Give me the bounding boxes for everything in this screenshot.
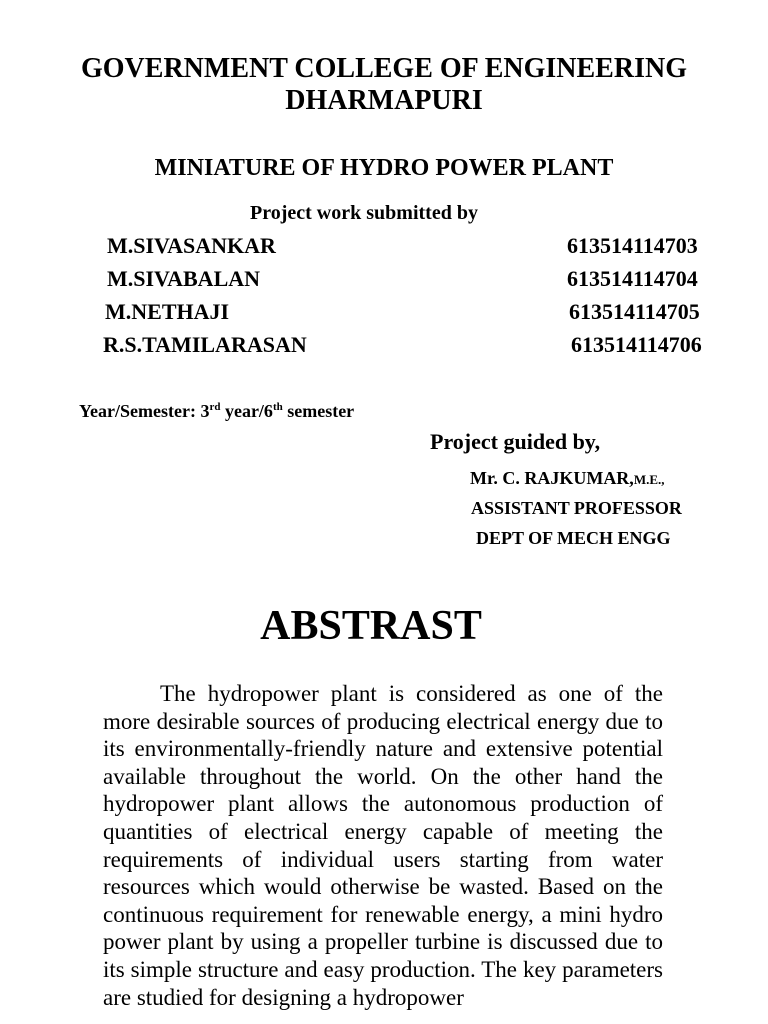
student-roll-number: 613514114703: [567, 233, 698, 258]
student-roll-number: 613514114706: [571, 332, 702, 357]
college-location: DHARMAPURI: [285, 85, 483, 116]
student-roll-number: 613514114704: [567, 266, 698, 291]
guide-department: DEPT OF MECH ENGG: [476, 528, 671, 548]
project-title: MINIATURE OF HYDRO POWER PLANT: [154, 155, 614, 181]
college-name: GOVERNMENT COLLEGE OF ENGINEERING: [81, 53, 687, 84]
year-semester-label: Year/Semester: 3: [79, 401, 210, 421]
guided-by-heading: Project guided by,: [430, 429, 601, 454]
student-name: M.NETHAJI: [105, 299, 230, 324]
abstract-heading: ABSTRAST: [260, 603, 482, 649]
student-name: M.SIVASANKAR: [107, 233, 276, 258]
guide-degree: M.E.,: [633, 472, 665, 487]
submitted-by-label: Project work submitted by: [250, 202, 478, 224]
year-semester: [79, 399, 354, 423]
year-semester-tail: semester: [282, 401, 355, 421]
year-semester-mid: year/6: [220, 401, 273, 421]
guide-name-line: [470, 466, 665, 492]
year-ordinal-suffix: rd: [209, 401, 221, 413]
student-name: R.S.TAMILARASAN: [103, 332, 307, 357]
abstract-body: The hydropower plant is considered as one of the more desirable sources of producing electrical energy due to its environmentally-friendly nature and extensive potential available throughout the world. On the other hand the hydropower plant allows the autonomous production of quantities of electrical energy capable of meeting the requirements of individual users starting from water resources which would otherwise be wasted. Based on the continuous requirement for renewable energy, a mini hydro power plant by using a propeller turbine is discussed due to its simple structure and easy production. The key parameters are studied for designing a hydropower: [103, 681, 663, 1010]
guide-designation: ASSISTANT PROFESSOR: [471, 498, 682, 518]
student-roll-number: 613514114705: [569, 299, 700, 324]
guide-name: Mr. C. RAJKUMAR,: [470, 468, 634, 488]
student-name: M.SIVABALAN: [107, 266, 261, 291]
semester-ordinal-suffix: th: [272, 401, 283, 413]
